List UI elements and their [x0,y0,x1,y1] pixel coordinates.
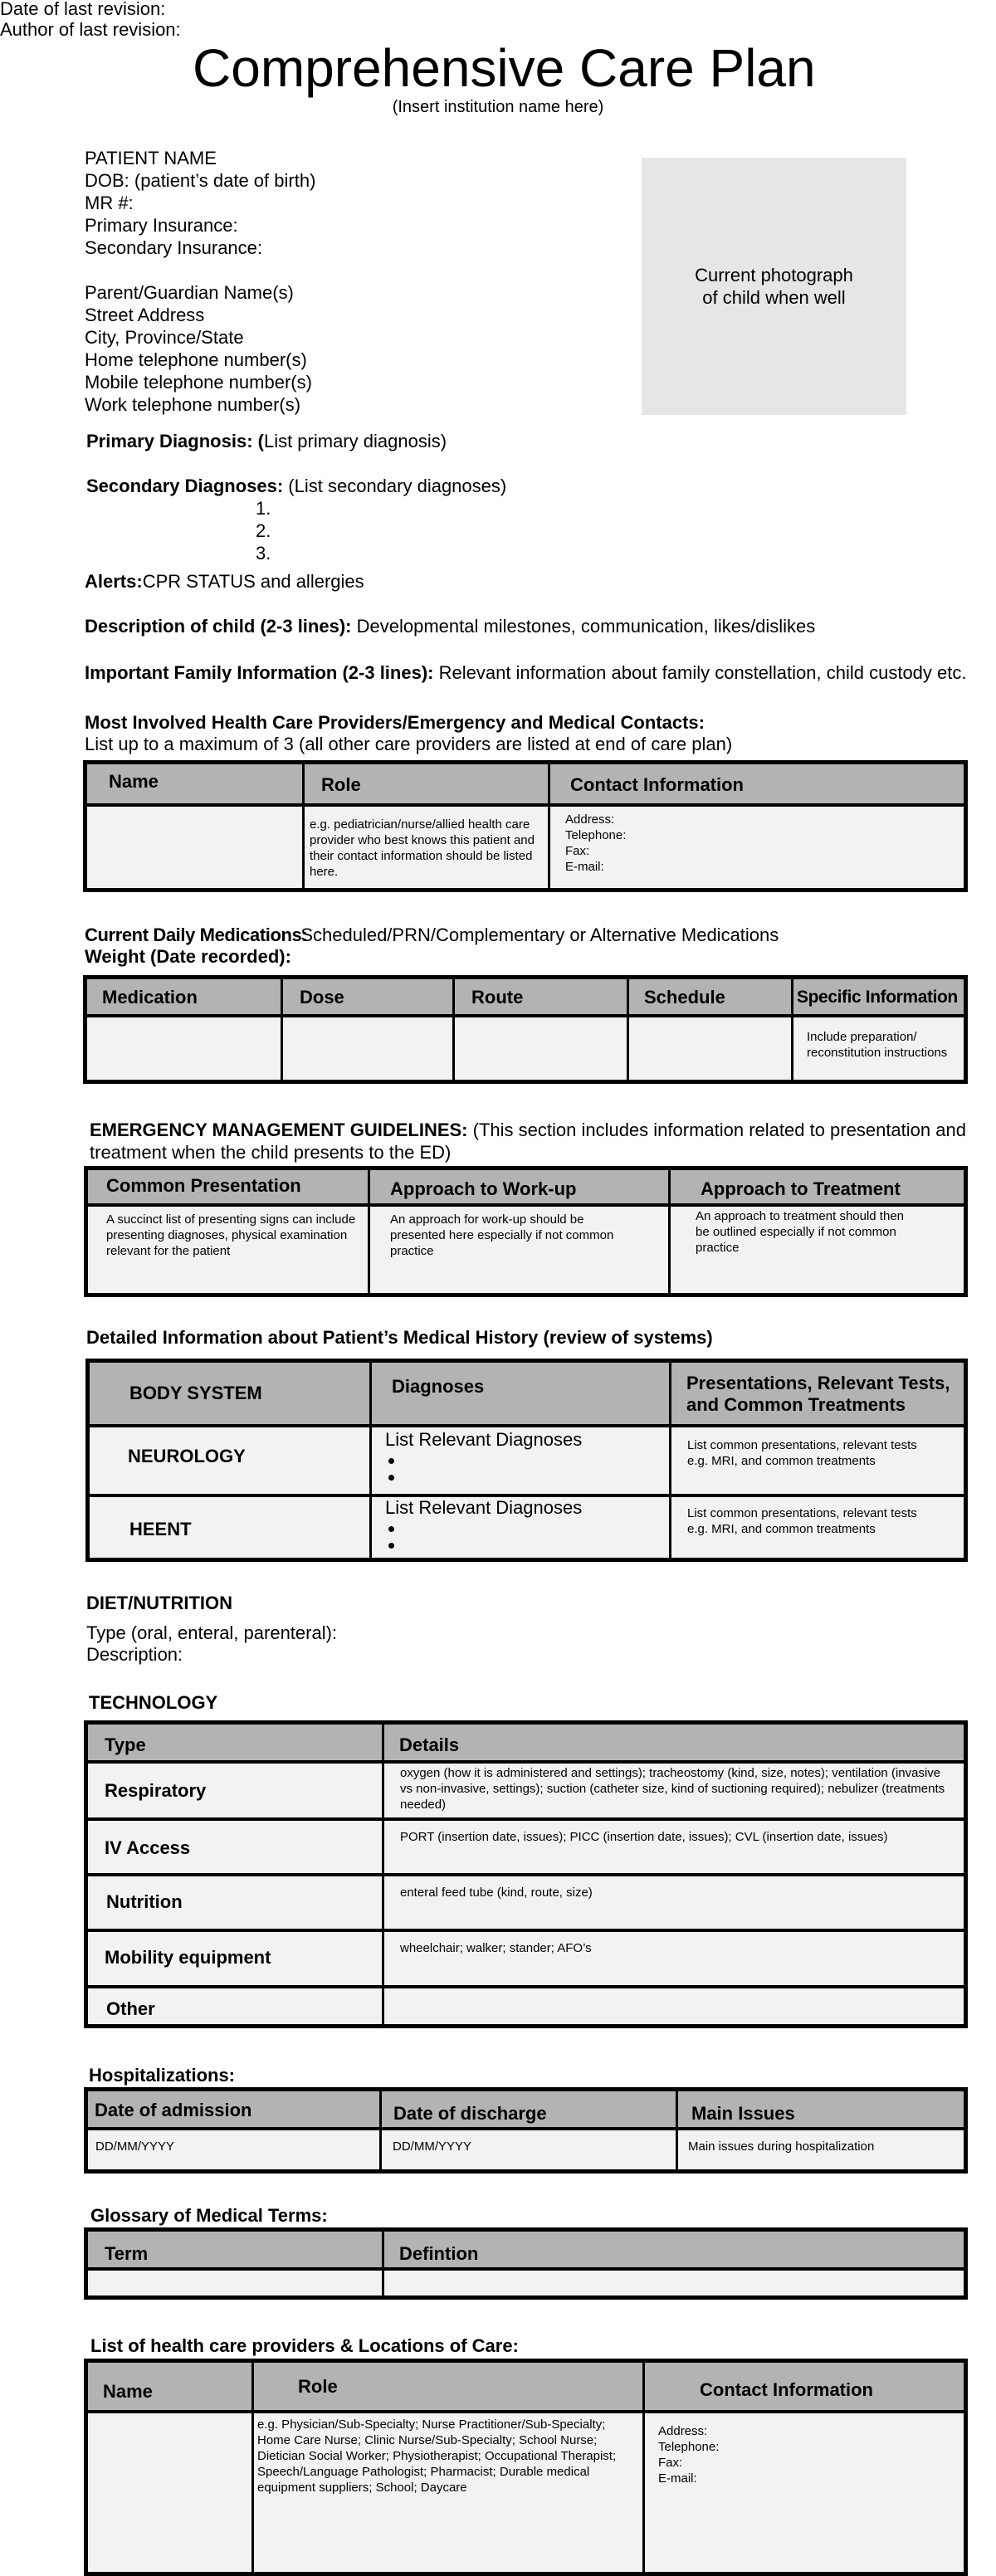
schedule-cell[interactable] [627,1017,791,1080]
contacts-heading: Most Involved Health Care Providers/Emergency and Medical Contacts: [85,712,705,733]
secondary-diagnoses-list [256,497,271,564]
col-discharge: Date of discharge [393,2103,547,2124]
primary-diagnosis [86,430,447,452]
tech-row-nutrition [88,1873,964,1929]
tech-details-iv-access[interactable]: PORT (insertion date, issues); PICC (insertion date, issues); CVL (insertion date, issues) [382,1821,964,1873]
providers-heading: List of health care providers & Locations of Care: [90,2335,519,2356]
col-route: Route [471,987,524,1007]
heent-diagnoses-list [385,1520,669,1554]
neurology-diagnoses-list [385,1452,669,1486]
tech-type-other: Other [106,1998,155,2019]
term-cell[interactable] [88,2271,382,2295]
city-province: City, Province/State [85,327,244,348]
neurology-diagnoses-cell[interactable] [369,1427,669,1494]
alerts [85,570,364,593]
secondary-item-3: 3. [256,543,271,564]
col-definition: Defintion [399,2243,479,2264]
contact-address: Address: [565,812,615,827]
tech-type-nutrition: Nutrition [106,1891,183,1912]
col-details: Details [399,1734,460,1755]
ros-row-neurology [90,1427,964,1494]
technology-heading: TECHNOLOGY [89,1692,218,1713]
secondary-item-2: 2. [256,520,271,541]
contact-email: E-mail: [565,860,604,874]
alerts-label: Alerts: [85,571,143,592]
medications-table [83,975,968,1084]
admission-date-cell[interactable]: DD/MM/YYYY [95,2139,175,2154]
hospitalizations-header-row [88,2091,964,2130]
provider-fax: Fax: [658,2456,683,2470]
workup-cell[interactable]: An approach for work-up should be presented here especially if not common practice [368,1207,668,1293]
patient-mr: MR #: [85,193,134,213]
tech-type-mobility: Mobility equipment [105,1947,271,1968]
bullet-item [405,1520,669,1537]
mobile-phone: Mobile telephone number(s) [85,372,312,393]
work-phone: Work telephone number(s) [85,394,301,415]
hospitalizations-table [84,2087,968,2174]
glossary-heading: Glossary of Medical Terms: [90,2205,328,2226]
providers-row [88,2413,964,2572]
contact-telephone: Telephone: [565,828,627,842]
medications-row [87,1017,964,1080]
tech-details-nutrition[interactable]: enteral feed tube (kind, route, size) [382,1876,964,1929]
col-presentations: Presentations, Relevant Tests, and Common Treatments [686,1373,950,1415]
contact-info-cell[interactable] [548,807,964,888]
system-heent: HEENT [129,1519,192,1539]
main-issues-cell[interactable]: Main issues during hospitalization [676,2130,964,2169]
route-cell[interactable] [452,1017,627,1080]
col-contact: Contact Information [570,774,744,795]
contact-role-cell[interactable]: e.g. pediatrician/nurse/allied health care provider who best knows this patient and their contact information should be listed here. [302,807,548,888]
photo-caption-1: Current photograph [695,265,853,285]
page-title: Comprehensive Care Plan [193,38,816,98]
secondary-diagnoses-text: (List secondary diagnoses) [283,476,507,496]
col-treatment: Approach to Treatment [701,1178,901,1199]
medications-heading-text: Scheduled/PRN/Complementary or Alternative Medications [300,925,779,945]
bullet-item [405,1469,669,1486]
emergency-heading-label: EMERGENCY MANAGEMENT GUIDELINES: [90,1120,468,1140]
col-schedule: Schedule [644,987,725,1007]
discharge-date-cell[interactable]: DD/MM/YYYY [379,2130,676,2169]
secondary-diagnoses-label: Secondary Diagnoses: [86,476,284,496]
col-medication: Medication [102,987,198,1007]
col-provider-name: Name [103,2381,153,2402]
col-type: Type [105,1734,146,1755]
emergency-table [84,1166,968,1297]
diet-type-label: Type (oral, enteral, parenteral): [86,1622,338,1643]
tech-type-respiratory: Respiratory [105,1780,207,1801]
heent-diagnoses-cell[interactable] [369,1497,669,1558]
child-description [85,615,815,637]
institution-subtitle: (Insert institution name here) [392,98,604,116]
system-neurology: NEUROLOGY [128,1446,246,1466]
neurology-details-cell[interactable]: List common presentations, relevant tests e.g. MRI, and common treatments [669,1427,964,1494]
emergency-heading [90,1119,994,1164]
tech-type-iv-access: IV Access [105,1837,191,1858]
technology-header-row [88,1725,964,1764]
child-description-label: Description of child (2-3 lines): [85,616,352,637]
ros-table [85,1359,968,1562]
col-provider-contact: Contact Information [700,2379,873,2400]
primary-insurance: Primary Insurance: [85,215,238,236]
photo-placeholder[interactable] [642,158,906,415]
heent-details-cell[interactable]: List common presentations, relevant tests e.g. MRI, and common treatments [669,1497,964,1558]
col-diagnoses: Diagnoses [392,1376,485,1397]
glossary-table [84,2227,968,2300]
patient-info [85,147,315,416]
treatment-cell[interactable]: An approach to treatment should then be outlined especially if not common practice [668,1207,964,1293]
secondary-insurance: Secondary Insurance: [85,237,263,258]
col-workup: Approach to Work-up [390,1178,577,1199]
heent-diagnoses-label: List Relevant Diagnoses [385,1497,583,1518]
guardian-name: Parent/Guardian Name(s) [85,282,294,303]
contacts-table [83,760,968,892]
col-body-system: BODY SYSTEM [129,1383,262,1403]
tech-row-other [88,1985,964,2024]
glossary-header-row [88,2232,964,2271]
specific-info-cell[interactable]: Include preparation/ reconstitution instructions [791,1017,964,1080]
contacts-header-row [87,764,964,807]
medications-header-row [87,979,964,1017]
col-specific-info: Specific Information [797,988,958,1007]
medications-heading-label: Current Daily Medications: [85,925,308,945]
bullet-item [405,1452,669,1469]
col-main-issues: Main Issues [691,2103,795,2124]
contacts-subheading: List up to a maximum of 3 (all other care providers are listed at end of care plan) [85,734,733,754]
bullet-item [405,1537,669,1554]
patient-name: PATIENT NAME [85,148,217,168]
medications-heading [85,924,779,946]
child-description-text: Developmental milestones, communication, likes/dislikes [351,616,816,637]
emergency-heading-text: (This section includes information related to presentation and treatment when the child presents to the ED) [90,1120,966,1163]
patient-dob: DOB: (patient’s date of birth) [85,170,316,191]
family-information-text: Relevant information about family constellation, child custody etc. [433,662,967,683]
revision-date-label: Date of last revision: [0,0,166,19]
provider-email: E-mail: [658,2471,697,2486]
neurology-diagnoses-label: List Relevant Diagnoses [385,1429,583,1450]
ros-header-row [90,1363,964,1427]
col-name: Name [109,771,159,792]
col-admission: Date of admission [95,2100,252,2120]
family-information [85,661,966,684]
provider-contact-cell[interactable] [642,2413,964,2572]
ros-row-heent [90,1494,964,1558]
family-information-label: Important Family Information (2-3 lines): [85,662,434,683]
weight-label: Weight (Date recorded): [85,946,291,967]
alerts-text: CPR STATUS and allergies [142,571,364,592]
contact-name-cell[interactable] [87,807,302,888]
diet-description-label: Description: [86,1644,183,1665]
ros-heading: Detailed Information about Patient’s Medical History (review of systems) [86,1327,713,1348]
provider-name-cell[interactable] [88,2413,251,2572]
glossary-row [88,2271,964,2295]
contacts-row [87,807,964,888]
tech-row-iv-access [88,1817,964,1873]
provider-telephone: Telephone: [658,2440,720,2454]
tech-row-respiratory [88,1764,964,1817]
provider-address: Address: [658,2424,708,2438]
tech-details-mobility[interactable]: wheelchair; walker; stander; AFO’s [382,1932,964,1985]
primary-diagnosis-text: List primary diagnosis) [263,431,447,451]
col-dose: Dose [300,987,344,1007]
tech-details-other[interactable] [382,1988,964,2024]
hospitalizations-row [88,2130,964,2169]
contact-fax: Fax: [565,844,590,858]
dose-cell[interactable] [281,1017,452,1080]
revision-author-label: Author of last revision: [0,19,181,40]
medication-cell[interactable] [87,1017,281,1080]
secondary-item-1: 1. [256,498,271,519]
hospitalizations-heading: Hospitalizations: [89,2065,236,2086]
street-address: Street Address [85,305,205,325]
primary-diagnosis-label: Primary Diagnosis: ( [86,431,264,451]
definition-cell[interactable] [382,2271,964,2295]
tech-details-respiratory[interactable]: oxygen (how it is administered and settings); tracheostomy (kind, size, notes); ventilation (invasive vs non-invasive, settings); suction (catheter size, kind of suctioning required); nebulizer (treatments needed) [382,1764,964,1817]
tech-row-mobility [88,1929,964,1985]
providers-table [84,2359,968,2576]
secondary-diagnoses [86,475,506,497]
emergency-header-row [88,1170,964,1207]
home-phone: Home telephone number(s) [85,349,307,370]
col-provider-role: Role [298,2376,338,2397]
technology-table [84,1720,968,2028]
providers-header-row [88,2363,964,2413]
presentation-cell[interactable]: A succinct list of presenting signs can include presenting diagnoses, physical examination relevant for the patient [106,1212,356,1258]
diet-heading: DIET/NUTRITION [86,1593,232,1613]
col-term: Term [105,2243,149,2264]
provider-role-cell[interactable]: e.g. Physician/Sub-Specialty; Nurse Practitioner/Sub-Specialty; Home Care Nurse; Clinic Nurse/Sub-Specialty; School Nurse; Dietician Social Worker; Physiotherapist; Occupational Therapist; Speech/Language Pathologist; Pharmacist; Durable medical equipment suppliers; School; Daycare [251,2413,642,2572]
col-common-presentation: Common Presentation [106,1175,301,1196]
photo-caption-2: of child when well [702,287,846,308]
col-role: Role [321,774,361,795]
emergency-row [88,1207,964,1293]
